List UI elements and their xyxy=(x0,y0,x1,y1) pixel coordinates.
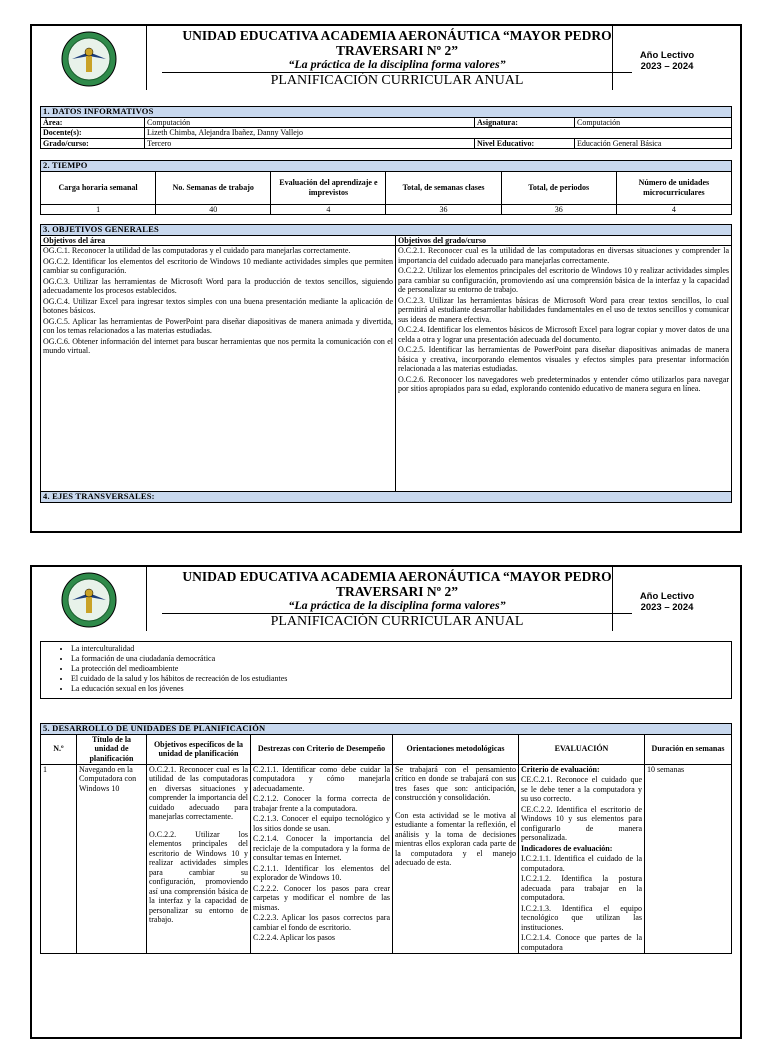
list-item: O.C.2.5. Identificar las herramientas de PowerPoint para diseñar diapositivas animadas de manera básica y creativa, incorporando elementos visuales y efectos simples para presentar información relacionada a las materias estudiadas. xyxy=(398,345,729,373)
academic-year: Año Lectivo 2023 – 2024 xyxy=(639,50,695,72)
section-title: 1. DATOS INFORMATIVOS xyxy=(41,107,732,118)
tiempo-section: 2. TIEMPO Carga horaria semanal No. Semanas de trabajo Evaluación del aprendizaje e imprevistos Total, de semanas clases Total, de periodos Número de unidades microcurriculares 1 40 4 36 36 4 xyxy=(40,160,732,215)
list-item: OG.C.4. Utilizar Excel para ingresar textos simples con una buena presentación mediante la aplicación de botones básicos. xyxy=(43,296,393,315)
nivel-value: Educación General Básica xyxy=(575,138,732,149)
list-item: O.C.2.2. Utilizar los elementos principales del escritorio de Windows 10 y realizar actividades simples para cambiar su configuración, promoviendo así una comprensión básica de la interfaz y la capacidad de personalizar su entorno de trabajo. xyxy=(398,266,729,294)
list-item: OG.C.5. Aplicar las herramientas de PowerPoint para diseñar diapositivas de manera animada y divertida, con los temas relacionados a las materias estudiadas. xyxy=(43,316,393,335)
list-item: • La formación de una ciudadanía democrática xyxy=(71,654,729,664)
table-row: 1 Navegando en la Computadora con Windows 10 O.C.2.1. Reconocer cual es la utilidad de las computadoras en diversas situaciones y comprender la importancia del cuidado adecuado para manejarlas correctamente. O.C.2.2. Utilizar los elementos principales del escritorio de Windows 10 y realizar actividades simples para cambiar su configuración, promoviendo así una comprensión básica de la interfaz y la capacidad de personalizar su entorno de trabajo. C.2.1.1. Identificar como debe cuidar la computadora y cómo manejarla adecuadamente. C.2.1.2. Conocer la forma correcta de trabajar frente a la computadora. C.2.1.3. Conocer el equipo tecnológico y los sitios donde se usan. C.2.1.4. Conocer la importancia del reciclaje de la computadora y la forma de consultar temas en Internet. C.2.1.1. Identificar los elementos del explorador de Windows 10. C.2.2.2. Conocer los pasos para crear carpetas y modificar el nombre de las mismas. C.2.2.3. Aplicar los pasos correctos para cambiar el fondo de escritorio. C.2.2.4. Aplicar los pasos Se trabajará con el pensamiento crítico en donde se trabajará con sus tres fases que son: anticipación, construcción y consolidación. Con esta actividad se le motiva al estudiante a fomentar la reflexión, el análisis y la toma de decisiones mientras ellos exploran cada parte de la computadora y el manejo adecuado de esta. Criterio de evaluación: CE.C.2.1. Reconoce el cuidado que se le debe tener a la computadora y su uso correcto. CE.C.2.2. Identifica el escritorio de Windows 10 y sus elementos para configurarlo de manera personalizada. Indicadores de evaluación: I.C.2.1.1. Identifica el cuidado de la computadora. I.C.2.1.2. Identifica la postura adecuada para trabajar en la computadora. I.C.2.1.3. Identifica el equipo tecnológico que utilizan las instituciones. I.C.2.1.4. Conoce que partes de la computadora 10 semanas xyxy=(41,764,732,954)
datos-informativos-section: 1. DATOS INFORMATIVOS Área: Computación Asignatura: Computación Docente(s): Lizeth Chimba, Alejandra Ibañez, Danny Vallejo Grado/curso: Tercero Nivel Educativo: Educación General Básica xyxy=(40,106,732,149)
list-item: OG.C.3. Utilizar las herramientas de Microsoft Word para la producción de textos sencillos, siguiendo adecuadamente los procesos establecidos. xyxy=(43,276,393,295)
school-name: UNIDAD EDUCATIVA ACADEMIA AERONÁUTICA “MAYOR PEDRO TRAVERSARI Nº 2” xyxy=(182,28,612,58)
institution-logo xyxy=(60,30,118,88)
list-item: O.C.2.6. Reconocer los navegadores web predeterminados y entender cómo utilizarlos para navegar por sitios apropiados para su edad, explorando contenido educativo de manera segura en línea. xyxy=(398,374,729,393)
list-item: O.C.2.1. Reconocer cual es la utilidad de las computadoras en diversas situaciones y comprender la importancia del cuidado adecuado para manejarlas correctamente. xyxy=(398,246,729,265)
list-item: O.C.2.3. Utilizar las herramientas básicas de Microsoft Word para crear textos sencillos, lo cual permitirá al estudiante desarrollar habilidades fundamentales en el uso de textos sencillos y comunicar sus ideas de manera efectiva. xyxy=(398,295,729,324)
list-item: OG.C.6. Obtener información del internet para buscar herramientas que nos permita la comunicación con el mundo virtual. xyxy=(43,336,393,355)
school-name: UNIDAD EDUCATIVA ACADEMIA AERONÁUTICA “MAYOR PEDRO TRAVERSARI Nº 2” xyxy=(182,569,612,599)
list-item: • La interculturalidad xyxy=(71,644,729,654)
ejes-section-title: 4. EJES TRANSVERSALES: xyxy=(40,491,732,503)
institution-logo xyxy=(60,571,118,629)
objetivos-area-list xyxy=(41,246,396,493)
grado-value: Tercero xyxy=(145,138,475,149)
document-page-1 xyxy=(30,24,742,533)
area-value: Computación xyxy=(145,117,475,128)
academic-year: Año Lectivo 2023 – 2024 xyxy=(639,591,695,613)
document-page-2 xyxy=(30,565,742,1039)
objetivos-section: 3. OBJETIVOS GENERALES Objetivos del área Objetivos del grado/curso OG.C.1. Reconocer la utilidad de las computadoras y el cuidado para manejarlas correctamente. OG.C.2. Identificar los elementos del escritorio de Windows 10 mediante actividades simples que permiten cambiar su configuración. OG.C.3. Utilizar las herramientas de Microsoft Word para la producción de textos sencillos, siguiendo adecuadamente los procesos establecidos. OG.C.4. Utilizar Excel para ingresar textos simples con una buena presentación mediante la aplicación de botones básicos. OG.C.5. Aplicar las herramientas de PowerPoint para diseñar diapositivas de manera animada y divertida, con los temas relacionados a las materias estudiadas. OG.C.6. Obtener información del internet para buscar herramientas que nos permita la comunicación con el mundo virtual. O.C.2.1. Reconocer cual es la utilidad de las computadoras en diversas situaciones y comprender la importancia del cuidado adecuado para manejarlas correctamente. O.C.2.2. Utilizar los elementos principales del escritorio de Windows 10 y realizar actividades simples para cambiar su configuración, promoviendo así una comprensión básica de la interfaz y la capacidad de personalizar su entorno de trabajo. O.C.2.3. Utilizar las herramientas básicas de Microsoft Word para crear textos sencillos, lo cual permitirá al estudiante desarrollar habilidades fundamentales en el uso de textos sencillos y comunicar sus ideas de manera efectiva. O.C.2.4. Identificar los elementos básicos de Microsoft Excel para lograr copiar y mover datos de una celda a otra y lograr una presentación adecuada del documento. O.C.2.5. Identificar las herramientas de PowerPoint para diseñar diapositivas animadas de manera básica y creativa, incorporando elementos visuales y efectos simples para presentar información relacionada a las materias estudiadas. O.C.2.6. Reconocer los navegadores web predeterminados y entender cómo utilizarlos para navegar por sitios apropiados para su edad, explorando contenido educativo de manera segura en línea. xyxy=(40,224,732,493)
doc-title: PLANIFICACIÓN CURRICULAR ANUAL xyxy=(162,613,632,630)
school-slogan: “La práctica de la disciplina forma valores” xyxy=(288,598,506,612)
desarrollo-section: 5. DESARROLLO DE UNIDADES DE PLANIFICACIÓN N.º Título de la unidad de planificación Objetivos específicos de la unidad de planificación Destrezas con Criterio de Desempeño Orientaciones metodológicas EVALUACIÓN Duración en semanas 1 Navegando en la Computadora con Windows 10 O.C.2.1. Reconocer cual es la utilidad de las computadoras en diversas situaciones y comprender la importancia del cuidado adecuado para manejarlas correctamente. O.C.2.2. Utilizar los elementos principales del escritorio de Windows 10 y realizar actividades simples para cambiar su configuración, promoviendo así una comprensión básica de la interfaz y la capacidad de personalizar su entorno de trabajo. C.2.1.1. Identificar como debe cuidar la computadora y cómo manejarla adecuadamente. C.2.1.2. Conocer la forma correcta de trabajar frente a la computadora. C.2.1.3. Conocer el equipo tecnológico y los sitios donde se usan. C.2.1.4. Conocer la importancia del reciclaje de la computadora y la forma de consultar temas en Internet. C.2.1.1. Identificar los elementos del explorador de Windows 10. C.2.2.2. Conocer los pasos para crear carpetas y modificar el nombre de las mismas. C.2.2.3. Aplicar los pasos correctos para cambiar el fondo de escritorio. C.2.2.4. Aplicar los pasos Se trabajará con el pensamiento crítico en donde se trabajará con sus tres fases que son: anticipación, construcción y consolidación. Con esta actividad se le motiva al estudiante a fomentar la reflexión, el análisis y la toma de decisiones mientras ellos exploran cada parte de la computadora y el manejo adecuado de esta. Criterio de evaluación: CE.C.2.1. Reconoce el cuidado que se le debe tener a la computadora y su uso correcto. CE.C.2.2. Identifica el escritorio de Windows 10 y sus elementos para configurarlo de manera personalizada. Indicadores de evaluación: I.C.2.1.1. Identifica el cuidado de la computadora. I.C.2.1.2. Identifica la postura adecuada para trabajar en la computadora. I.C.2.1.3. Identifica el equipo tecnológico que utilizan las instituciones. I.C.2.1.4. Conoce que partes de la computadora 10 semanas xyxy=(40,723,732,954)
page-header xyxy=(32,26,740,90)
asignatura-value: Computación xyxy=(575,117,732,128)
docentes-value: Lizeth Chimba, Alejandra Ibañez, Danny Vallejo xyxy=(145,128,732,139)
list-item: OG.C.2. Identificar los elementos del escritorio de Windows 10 mediante actividades simples que permiten cambiar su configuración. xyxy=(43,256,393,275)
list-item: OG.C.1. Reconocer la utilidad de las computadoras y el cuidado para manejarlas correctamente. xyxy=(43,246,351,255)
doc-title: PLANIFICACIÓN CURRICULAR ANUAL xyxy=(162,72,632,89)
list-item: O.C.2.4. Identificar los elementos básicos de Microsoft Excel para lograr copiar y mover datos de una celda a otra y lograr una presentación adecuada del documento. xyxy=(398,325,729,344)
list-item: • El cuidado de la salud y los hábitos de recreación de los estudiantes xyxy=(71,674,729,684)
objetivos-grado-list xyxy=(396,246,732,493)
school-slogan: “La práctica de la disciplina forma valores” xyxy=(288,57,506,71)
ejes-list-section xyxy=(40,641,732,699)
page-header xyxy=(32,567,740,631)
list-item: • La educación sexual en los jóvenes xyxy=(71,684,729,694)
list-item: • La protección del medioambiente xyxy=(71,664,729,674)
